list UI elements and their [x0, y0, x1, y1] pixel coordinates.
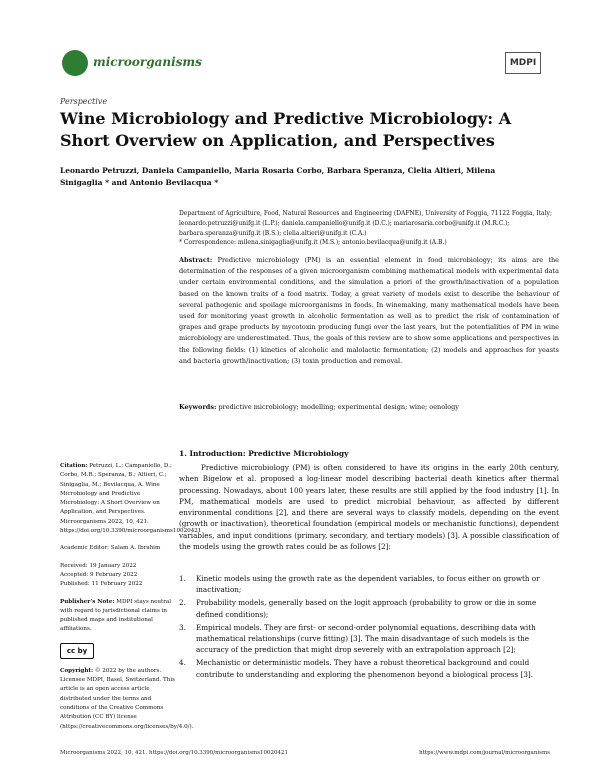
model-classification-list	[179, 573, 559, 682]
list-text: Kinetic models using the growth rate as the dependent variables, to focus either on growth or inactivation;	[196, 574, 540, 595]
article-sidebar	[60, 462, 202, 740]
correspondence: * Correspondence: milena.sinigaglia@unifg.it (M.S.); antonio.bevilacqua@unifg.it (A.B.)	[179, 239, 447, 247]
publisher-logo: MDPI	[505, 52, 541, 74]
article-type: Perspective	[60, 97, 108, 106]
list-item	[179, 622, 559, 656]
published-date: Published: 11 February 2022	[60, 581, 143, 588]
intro-text: Predictive microbiology (PM) is often considered to have its origins in the early 20th century, when Bigelow et al. proposed a log-linear model describing bacterial death kinetics after thermal processing. Nowadays, about 100 years later, these results are still applied by the food industry [1]. In PM, mathematical models are used to predict microbial behaviour, as affected by different environmental conditions [2], and there are several ways to classify models, depending on the event (growth or inactivation), theoretical foundation (empirical models or mechanistic functions), dependent variables, and input conditions (primary, secondary, and tertiary models) [3]. A possible classification of the models using the growth rates could be as follows [2]:	[179, 463, 559, 552]
affiliation-block	[179, 209, 559, 248]
copyright-text: © 2022 by the authors. Licensee MDPI, Basel, Switzerland. This article is an open access article distributed under the terms and conditions of the Creative Commons Attribution (CC BY) license (https://creativecommons.org/licenses/by/4.0/).	[60, 667, 194, 730]
list-number: 1.	[179, 574, 186, 583]
received-date: Received: 19 January 2022	[60, 562, 137, 569]
copyright-label: Copyright:	[60, 667, 94, 674]
page-footer	[60, 750, 550, 756]
publisher-note	[60, 598, 176, 635]
keywords-label: Keywords:	[179, 403, 217, 411]
keywords-text: predictive microbiology; modelling; experimental design; wine; oenology	[218, 403, 459, 411]
abstract-label: Abstract:	[179, 256, 213, 264]
citation-block	[60, 462, 202, 536]
list-number: 4.	[179, 658, 186, 668]
accepted-date: Accepted: 9 February 2022	[60, 571, 138, 578]
article-title: Wine Microbiology and Predictive Microbiology: A Short Overview on Application, and Perspectives	[60, 109, 512, 150]
keywords	[179, 403, 559, 411]
publisher-note-text: MDPI stays neutral with regard to jurisdictional claims in published maps and institutional affiliations.	[60, 598, 172, 633]
list-item	[179, 597, 559, 619]
list-number: 3.	[179, 622, 186, 632]
journal-name: microorganisms	[93, 55, 202, 69]
list-item	[179, 573, 559, 595]
journal-logo-icon	[62, 50, 88, 76]
list-item	[179, 657, 559, 679]
footer-journal-url[interactable]: https://www.mdpi.com/journal/microorganisms	[419, 750, 550, 756]
intro-paragraph	[179, 462, 559, 552]
list-text: Probability models, generally based on the logit approach (probability to grow or die in some defined conditions);	[196, 598, 537, 619]
list-text: Empirical models. They are first- or second-order polynomial equations, describing data with mathematical relationships (curve fitting) [3]. The main disadvantage of such models is the accuracy of the prediction that might drop severely with an extrapolation approach [2];	[196, 622, 536, 655]
abstract-text: Predictive microbiology (PM) is an essential element in food microbiology; its aims are the determination of the responses of a given microorganism combining mathematical models with experimental data under certain environmental conditions, and the simulation a priori of the growth/inactivation of a population based on the known traits of a food matrix. Today, a great variety of models exist to describe the behaviour of several pathogenic and spoilage microorganisms in foods. In winemaking, many mathematical models have been used for monitoring yeast growth in alcoholic fermentation as well as to predict the risk of contamination of grapes and grape products by mycotoxin producing fungi over the last years, but the potentialities of PM in wine microbiology are underestimated. Thus, the goals of this review are to show some applications and perspectives in the following fields: (1) kinetics of alcoholic and malolactic fermentation; (2) models and approaches for yeasts and bacteria growth/inactivation; (3) toxin production and removal.	[179, 256, 559, 365]
list-text: Mechanistic or deterministic models. They have a robust theoretical background and could contribute to understanding and exploring the phenomenon beyond a biological process [3].	[196, 658, 533, 679]
citation-text: Petruzzi, L.; Campaniello, D.; Corbo, M.R.; Speranza, B.; Altieri, C.; Sinigaglia, M.; Bevilacqua, A. Wine Microbiology and Predictive Microbiology: A Short Overview on Application, and Perspectives. Microorganisms 2022, 10, 421. https://doi.org/10.3390/microorganisms10020421	[60, 463, 202, 535]
author-list: Leonardo Petruzzi, Daniela Campaniello, Maria Rosaria Corbo, Barbara Speranza, Clelia Altieri, Milena Sinigaglia * and Antonio Bevilacqua *	[60, 166, 496, 187]
abstract	[179, 255, 559, 367]
section-heading: 1. Introduction: Predictive Microbiology	[179, 449, 349, 458]
affiliation: Department of Agriculture, Food, Natural Resources and Engineering (DAFNE), University of Foggia, 71122 Foggia, Italy; leonardo.petruzzi@unifg.it (L.P.); daniela.campaniello@unifg.it (D.C.); mariarosaria.corbo@unifg.it (M.R.C.); barbara.speranza@unifg.it (B.S.); clelia.altieri@unifg.it (C.A.)	[179, 210, 552, 237]
publisher-note-label: Publisher’s Note:	[60, 598, 115, 605]
academic-editor: Academic Editor: Salam A. Ibrahim	[60, 545, 161, 552]
copyright-block	[60, 667, 194, 732]
list-number: 2.	[179, 598, 186, 608]
cc-by-license-badge[interactable]: cc by	[60, 643, 94, 659]
citation-label: Citation:	[60, 463, 88, 469]
footer-citation[interactable]: Microorganisms 2022, 10, 421. https://doi.org/10.3390/microorganisms10020421	[60, 750, 289, 756]
